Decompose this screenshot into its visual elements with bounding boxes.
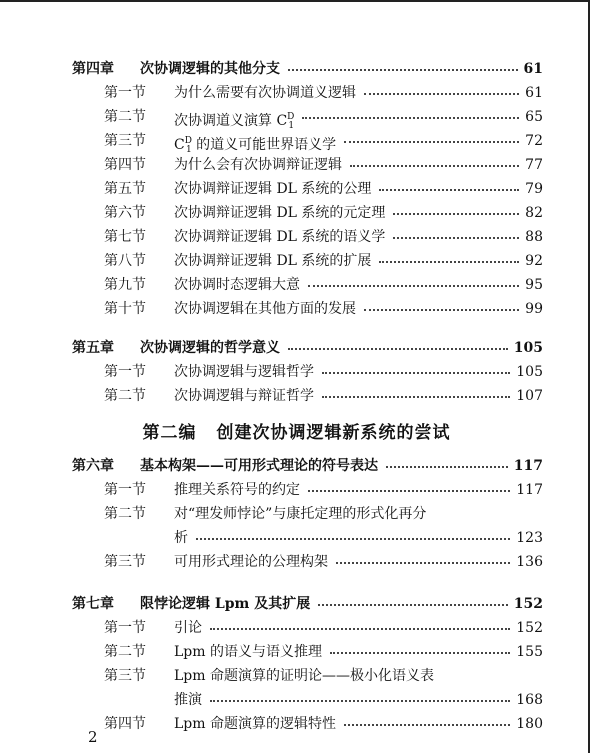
leader-dots: [379, 261, 519, 263]
entry-page: 61: [523, 61, 543, 77]
entry-label: 第八节: [104, 253, 146, 269]
leader-dots: [336, 562, 510, 564]
section-entry: [104, 713, 543, 735]
chapter-entry: [72, 593, 543, 615]
entry-label: 第二节: [104, 644, 146, 660]
leader-dots: [196, 538, 510, 540]
section-entry: [104, 361, 543, 383]
entry-title: Lpm 的语义与语义推理: [174, 644, 322, 660]
leader-dots: [322, 372, 510, 374]
section-entry: [104, 665, 543, 687]
entry-label: 第三节: [104, 133, 146, 149]
entry-page: 65: [525, 109, 543, 125]
entry-title: Lpm 命题演算的逻辑特性: [174, 716, 336, 732]
section-entry: [104, 106, 543, 131]
leader-dots: [308, 490, 510, 492]
entry-label: 第三节: [104, 668, 146, 684]
part-label: 第二编: [142, 423, 197, 443]
entry-title: 次协调辩证逻辑 DL 系统的公理: [174, 181, 372, 197]
section-entry: [104, 154, 543, 176]
chapter-entry: [72, 58, 543, 80]
leader-dots: [350, 165, 519, 167]
leader-dots: [318, 604, 508, 606]
entry-title: 次协调辩证逻辑 DL 系统的语义学: [174, 229, 386, 245]
entry-title: 次协调逻辑与逻辑哲学: [174, 364, 314, 380]
entry-page: 152: [516, 620, 543, 636]
section-entry: [104, 641, 543, 663]
entry-title: 为什么会有次协调辩证逻辑: [174, 157, 342, 173]
entry-page: 82: [525, 205, 543, 221]
entry-title: 次协调时态逻辑大意: [174, 277, 300, 293]
entry-continuation: [104, 527, 543, 549]
entry-title: 次协调逻辑与辩证哲学: [174, 388, 314, 404]
section-entry: [104, 202, 543, 224]
entry-page: 155: [516, 644, 543, 660]
entry-title: 推理关系符号的约定: [174, 482, 300, 498]
leader-dots: [344, 724, 510, 726]
entry-label: 第二节: [104, 388, 146, 404]
section-entry: [104, 298, 543, 320]
leader-dots: [379, 189, 519, 191]
entry-page: 61: [525, 85, 543, 101]
section-entry: [104, 178, 543, 200]
right-border: [588, 0, 590, 753]
entry-page: 95: [525, 277, 543, 293]
title-superscript: D: [287, 112, 295, 122]
section-entry: [104, 130, 543, 155]
entry-continuation: [104, 689, 543, 711]
entry-label: 第二节: [104, 109, 146, 125]
entry-page: 123: [516, 530, 543, 546]
entry-label: 第四节: [104, 157, 146, 173]
leader-dots: [308, 285, 519, 287]
entry-title: 引论: [174, 620, 202, 636]
leader-dots: [364, 309, 519, 311]
chapter-entry: [72, 337, 543, 359]
entry-page: 88: [525, 229, 543, 245]
entry-title: 析: [174, 530, 188, 546]
entry-title: 可用形式理论的公理构架: [174, 554, 328, 570]
entry-label: 第五节: [104, 181, 146, 197]
leader-dots: [330, 652, 510, 654]
leader-dots: [344, 141, 519, 143]
entry-page: 136: [516, 554, 543, 570]
entry-title: 对“理发师悖论”与康托定理的形式化再分: [174, 506, 427, 522]
entry-page: 152: [513, 596, 543, 612]
entry-label: 第五章: [72, 340, 114, 356]
leader-dots: [288, 348, 508, 350]
entry-title: 次协调逻辑在其他方面的发展: [174, 301, 356, 317]
section-entry: [104, 250, 543, 272]
entry-label: 第一节: [104, 364, 146, 380]
entry-title: 次协调道义演算 $C^D_1$: [174, 112, 295, 131]
entry-title: 推演: [174, 692, 202, 708]
section-entry: [104, 274, 543, 296]
entry-label: 第十节: [104, 301, 146, 317]
entry-page: 92: [525, 253, 543, 269]
leader-dots: [386, 466, 508, 468]
leader-dots: [322, 396, 510, 398]
section-entry: [104, 551, 543, 573]
entry-title: Lpm 命题演算的证明论——极小化语义表: [174, 668, 434, 684]
entry-label: 第七章: [72, 596, 114, 612]
entry-title: $C^D_1$ 的道义可能世界语义学: [174, 136, 337, 155]
entry-title: 限悖论逻辑 Lpm 及其扩展: [140, 596, 311, 612]
entry-page: 72: [525, 133, 543, 149]
entry-page: 107: [516, 388, 543, 404]
section-entry: [104, 503, 543, 525]
title-superscript: D: [184, 136, 192, 146]
top-border: [0, 0, 590, 2]
entry-title: 基本构架——可用形式理论的符号表达: [140, 458, 378, 474]
entry-label: 第二节: [104, 506, 146, 522]
leader-dots: [302, 117, 519, 119]
leader-dots: [393, 213, 519, 215]
entry-page: 180: [516, 716, 543, 732]
entry-title: 为什么需要有次协调道义逻辑: [174, 85, 356, 101]
entry-label: 第一节: [104, 620, 146, 636]
entry-page: 117: [513, 458, 543, 474]
part-title: 创建次协调逻辑新系统的尝试: [216, 423, 451, 443]
section-entry: [104, 82, 543, 104]
entry-label: 第九节: [104, 277, 146, 293]
title-subscript: 1: [185, 145, 192, 155]
section-entry: [104, 226, 543, 248]
section-entry: [104, 617, 543, 639]
entry-page: 79: [525, 181, 543, 197]
entry-page: 99: [525, 301, 543, 317]
entry-title: 次协调辩证逻辑 DL 系统的扩展: [174, 253, 372, 269]
leader-dots: [288, 69, 518, 71]
section-entry: [104, 479, 543, 501]
page-number: 2: [88, 728, 98, 746]
leader-dots: [210, 628, 510, 630]
entry-label: 第一节: [104, 482, 146, 498]
entry-title: 次协调辩证逻辑 DL 系统的元定理: [174, 205, 386, 221]
entry-page: 168: [516, 692, 543, 708]
entry-title: 次协调逻辑的其他分支: [140, 61, 280, 77]
leader-dots: [393, 237, 519, 239]
entry-page: 77: [525, 157, 543, 173]
section-entry: [104, 385, 543, 407]
leader-dots: [210, 700, 510, 702]
entry-title: 次协调逻辑的哲学意义: [140, 340, 280, 356]
entry-label: 第一节: [104, 85, 146, 101]
entry-label: 第六节: [104, 205, 146, 221]
entry-page: 105: [513, 340, 543, 356]
entry-label: 第三节: [104, 554, 146, 570]
part-heading: [0, 418, 593, 443]
chapter-entry: [72, 455, 543, 477]
entry-page: 105: [516, 364, 543, 380]
entry-label: 第四章: [72, 61, 114, 77]
leader-dots: [364, 93, 519, 95]
entry-label: 第六章: [72, 458, 114, 474]
title-subscript: 1: [288, 121, 295, 131]
entry-page: 117: [516, 482, 543, 498]
entry-label: 第四节: [104, 716, 146, 732]
entry-label: 第七节: [104, 229, 146, 245]
